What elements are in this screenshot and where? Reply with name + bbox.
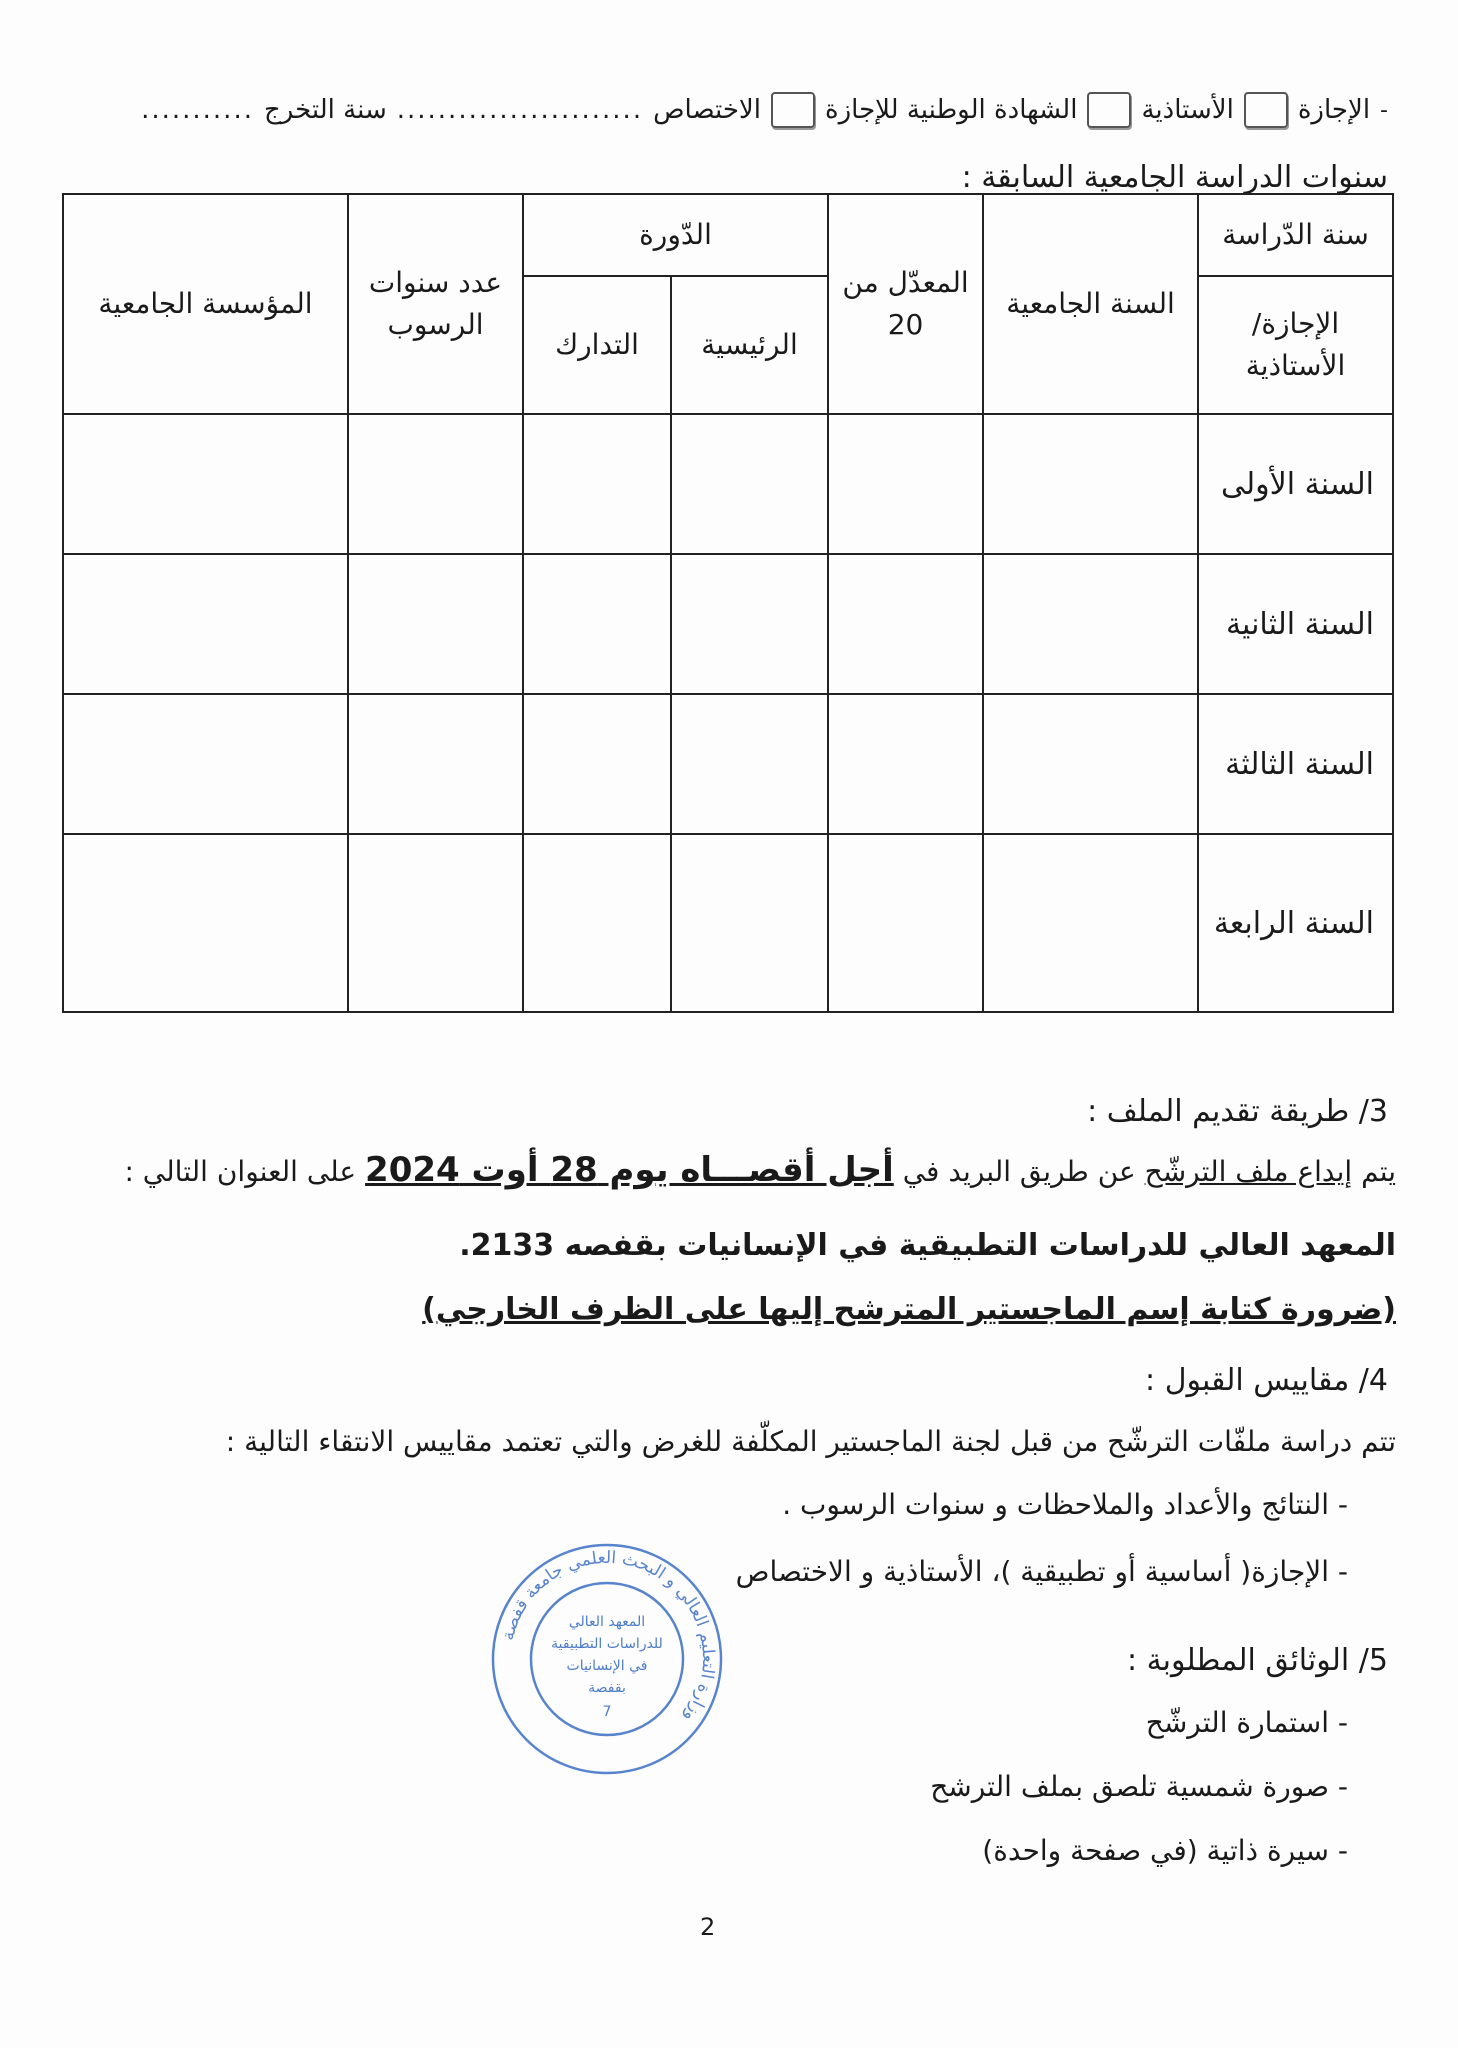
header-session: الدّورة <box>523 194 828 276</box>
criteria-item: - النتائج والأعداد والملاحظات و سنوات الرسوب . <box>782 1488 1348 1521</box>
section4-intro: تتم دراسة ملفّات الترشّح من قبل لجنة الماجستير المكلّفة للغرض والتي تعتمد مقاييس الانتقاء التالية : <box>225 1425 1396 1458</box>
cell[interactable] <box>828 414 983 554</box>
cell[interactable] <box>63 414 348 554</box>
section5-title: 5/ الوثائق المطلوبة : <box>1126 1643 1388 1678</box>
envelope-note: (ضرورة كتابة إسم الماجستير المترشح إليها على الظرف الخارجي) <box>422 1292 1396 1327</box>
cell[interactable] <box>348 414 523 554</box>
previous-years-title: سنوات الدراسة الجامعية السابقة : <box>961 160 1388 195</box>
licence-checkbox[interactable] <box>1244 92 1288 128</box>
header-average: المعدّل من 20 <box>828 194 983 414</box>
section3-paragraph <box>56 1150 1396 1190</box>
cell[interactable] <box>348 694 523 834</box>
cell[interactable] <box>983 554 1198 694</box>
institution-stamp <box>488 1540 726 1778</box>
row-label: السنة الأولى <box>1198 414 1393 554</box>
header-makeup-session: التدارك <box>523 276 671 414</box>
grad-year-field[interactable]: ........... <box>141 95 254 125</box>
cell[interactable] <box>983 694 1198 834</box>
maitrise-checkbox[interactable] <box>1087 92 1131 128</box>
cell[interactable] <box>671 554 828 694</box>
cell[interactable] <box>348 834 523 1012</box>
cell[interactable] <box>828 554 983 694</box>
cell[interactable] <box>523 694 671 834</box>
bullet: - <box>1380 97 1388 123</box>
section3-title: 3/ طريقة تقديم الملف : <box>1087 1094 1388 1129</box>
section4-title: 4/ مقاييس القبول : <box>1145 1363 1388 1398</box>
table-row <box>63 834 1393 1012</box>
maitrise-label: الأستاذية <box>1141 95 1234 125</box>
cell[interactable] <box>523 554 671 694</box>
header-univ-year: السنة الجامعية <box>983 194 1198 414</box>
document-item: - صورة شمسية تلصق بملف الترشح <box>930 1770 1348 1803</box>
degree-options-line <box>88 85 1388 135</box>
header-main-session: الرئيسية <box>671 276 828 414</box>
text: عن طريق البريد في <box>902 1155 1136 1188</box>
row-label: السنة الرابعة <box>1198 834 1393 1012</box>
document-item: - سيرة ذاتية (في صفحة واحدة) <box>982 1834 1348 1867</box>
licence-label: الإجازة <box>1297 95 1371 125</box>
cell[interactable] <box>671 414 828 554</box>
cell[interactable] <box>523 414 671 554</box>
cell[interactable] <box>828 834 983 1012</box>
stamp-line: المعهد العالي <box>568 1614 646 1630</box>
header-institution: المؤسسة الجامعية <box>63 194 348 414</box>
text: إيداع ملف الترشّح <box>1144 1155 1353 1188</box>
cell[interactable] <box>348 554 523 694</box>
page-number: 2 <box>700 1913 716 1941</box>
cell[interactable] <box>828 694 983 834</box>
cell[interactable] <box>63 554 348 694</box>
specialty-field[interactable]: ........................ <box>396 95 644 125</box>
row-label: السنة الثانية <box>1198 554 1393 694</box>
cell[interactable] <box>63 834 348 1012</box>
grad-year-label: سنة التخرج <box>263 95 387 125</box>
header-study-year: سنة الدّراسة <box>1198 194 1393 276</box>
cell[interactable] <box>671 834 828 1012</box>
cell[interactable] <box>523 834 671 1012</box>
stamp-line: في الإنسانيات <box>566 1658 648 1674</box>
header-fail-years: عدد سنوات الرسوب <box>348 194 523 414</box>
national-licence-checkbox[interactable] <box>771 92 815 128</box>
table-row <box>63 554 1393 694</box>
address: المعهد العالي للدراسات التطبيقية في الإنسانيات بقفصه 2133. <box>459 1228 1396 1263</box>
text: يتم <box>1361 1155 1396 1188</box>
cell[interactable] <box>63 694 348 834</box>
previous-years-table <box>62 193 1394 1013</box>
specialty-label: الاختصاص <box>653 95 761 125</box>
cell[interactable] <box>983 834 1198 1012</box>
stamp-outer-text: وزارة التعليم العالي و البحث العلمي جامعة قفصة <box>497 1547 719 1727</box>
cell[interactable] <box>671 694 828 834</box>
row-label: السنة الثالثة <box>1198 694 1393 834</box>
table-row <box>63 694 1393 834</box>
stamp-line: بقفصة <box>588 1680 626 1696</box>
criteria-item: - الإجازة( أساسية أو تطبيقية )، الأستاذية و الاختصاص <box>735 1555 1348 1588</box>
text: على العنوان التالي : <box>124 1155 357 1188</box>
header-degree: الإجازة/ الأستاذية <box>1198 276 1393 414</box>
deadline: أجل أقصـــاه يوم 28 أوت 2024 <box>365 1150 894 1190</box>
cell[interactable] <box>983 414 1198 554</box>
national-licence-label: الشهادة الوطنية للإجازة <box>824 95 1078 125</box>
stamp-number: 7 <box>602 1704 612 1720</box>
table-row <box>63 414 1393 554</box>
stamp-line: للدراسات التطبيقية <box>551 1636 663 1652</box>
document-item: - استمارة الترشّح <box>1145 1706 1348 1739</box>
